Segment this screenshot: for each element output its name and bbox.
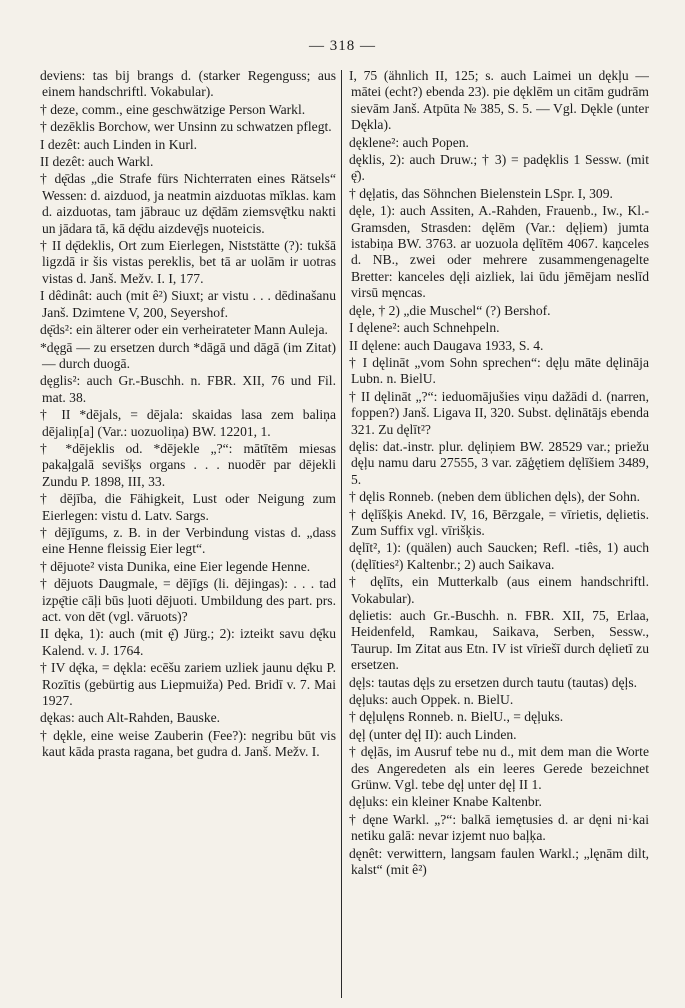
dictionary-entry: dęlis: dat.-instr. plur. dęliņiem BW. 28529 var.; priežu dęļu namu daru 27555, 3 var. zāģętiem dęlīšiem 3489, 5. xyxy=(349,438,649,487)
dictionary-entry: † dęļatis, das Söhnchen Bielenstein LSpr. I, 309. xyxy=(349,185,613,201)
dictionary-entry: † dę̄das „die Strafe fürs Nichterraten eines Rätsels“ Wessen: d. aizduod, ja neatmin aizduotas mīklas. kam d. aizduotas, tam jābrauc uz dę̄dām ziemsvę̄tku nakti un jādara tā, kā dę̄du aizdevę̄js nuoteicis. xyxy=(40,171,336,236)
dictionary-entry: I dęlene²: auch Schnehpeln. xyxy=(349,320,500,336)
dictionary-entry: † dējuote² vista Dunika, eine Eier legende Henne. xyxy=(40,558,311,574)
dictionary-entry: † dęlis Ronneb. (neben dem üblichen dęls), der Sohn. xyxy=(349,489,641,505)
dictionary-entry: dęlīt², 1): (quälen) auch Saucken; Refl. -tiês, 1) auch (dęlīties²) Kaltenbr.; 2) auch Saikava. xyxy=(349,540,649,572)
dictionary-entry: dęle, 1): auch Assiten, A.-Rahden, Frauenb., Iw., Kl.-Gramsden, Strasden: dęlēm (Var.: dęļiem) jumta istabiņa BW. 3763. ar uozuola dęlītēm 4067. kaņceles d. NB., zwei oder mehrere zusammengenagelte Bretter: kanceles dęļi aizliek, lai ūdu jēmējam neslīd virsū męncas. xyxy=(349,203,649,301)
dictionary-entry: dęļs: tautas dęļs zu ersetzen durch tautu (tautas) dęļs. xyxy=(349,674,638,690)
dictionary-entry: † dējība, die Fähigkeit, Lust oder Neigung zum Eierlegen: vistu d. Latv. Sargs. xyxy=(40,491,336,523)
dictionary-entry: † IV dę̄ka, = dękla: ecēšu zariem uzliek jaunu dę̄ku P. Rozītis (gebürtig aus Liepmuiža) Ped. Bridī v. 7. Mai 1927. xyxy=(40,660,336,709)
dictionary-entry: dę̄ds²: ein älterer oder ein verheirateter Mann Auleja. xyxy=(40,322,328,338)
dictionary-entry: dęnêt: verwittern, langsam faulen Warkl.; „lęnām dilt, kalst“ (mit ê²) xyxy=(349,845,649,878)
dictionary-entry: dęklis, 2): auch Druw.; † 3) = padęklis 1 Sessw. (mit ę̄). xyxy=(349,152,649,184)
dictionary-entry: II dęka, 1): auch (mit ę̄) Jürg.; 2): izteikt savu dę̄ku Kalend. v. J. 1764. xyxy=(40,626,336,658)
dictionary-entry: † *dējeklis od. *dējekle „?“: mātītēm miesas pakaļgalā sevišķs organs . . . nuodēr par dējekli Zundu P. 1898, III, 33. xyxy=(40,440,336,489)
dictionary-entry: † II dę̄deklis, Ort zum Eierlegen, Niststätte (?): tukšā ligzdā ir šis vistas pereklis, bet tā ar uolām ir uotras vistas d. Janš. Mežv. I. I, 177. xyxy=(40,238,336,286)
dictionary-entry: † dējīgums, z. B. in der Verbindung vistas d. „dass eine Henne fleissig Eier legt“. xyxy=(40,524,336,557)
dictionary-entry: dęklene²: auch Popen. xyxy=(349,134,469,150)
dictionary-entry: † dęļās, im Ausruf tebe nu d., mit dem man die Worte des Angeredeten als ein leeres Gerede bezeichnet Grünw. Vgl. tebe dęļ unter dęļ II 1. xyxy=(349,744,649,793)
dictionary-entry: dęglis²: auch Gr.-Buschh. n. FBR. XII, 76 und Fil. mat. 38. xyxy=(40,373,336,405)
dictionary-entry: dęle, † 2) „die Muschel“ (?) Bershof. xyxy=(349,302,551,318)
dictionary-entry: I dêdinât: auch (mit ê²) Siuxt; ar vistu . . . dēdinašanu Janš. Dzimtene V, 200, Seyershof. xyxy=(40,288,336,320)
dictionary-entry: dęļ (unter dęļ II): auch Linden. xyxy=(349,726,517,742)
dictionary-entry: † dējuots Daugmale, = dējīgs (li. dējingas): . . . tad izpę̄tie cāļi būs ļuoti dējuoti. Umbildung des part. prs. act. von dēt (vgl. vāruots)? xyxy=(40,576,336,624)
dictionary-entry: † II dęlināt „?“: ieduomājušies viņu dažādi d. (narren, foppen?) Janš. Ligava II, 320. Subst. dęlinātājs ebenda 321. Zu dęlīt²? xyxy=(349,388,649,437)
dictionary-entry: *dęgā — zu ersetzen durch *dāgā und dāgā (im Zitat) — durch duogā. xyxy=(40,339,336,371)
column-divider xyxy=(341,70,342,998)
dictionary-entry: II dezêt: auch Warkl. xyxy=(40,154,154,170)
dictionary-entry: I, 75 (ähnlich II, 125; s. auch Laimei un dękļu — mātei (echt?) ebenda 23). pie dęklēm un citām gudrām sievām Janš. Atpūta № 385, S. 5. — Vgl. Dękle (unter Dękla). xyxy=(349,68,649,133)
page-number: — 318 — xyxy=(309,38,376,54)
dictionary-entry: II dęlene: auch Daugava 1933, S. 4. xyxy=(349,337,544,353)
dictionary-entry: † II *dējals, = dējala: skaidas lasa zem baliņa dējaliņ[a] (Var.: uozuoliņa) BW. 12201, 1. xyxy=(40,407,336,439)
dictionary-entry: † dęne Warkl. „?“: balkā iemętusies d. ar dęni ni·kai netiku galā: nevar izjemt nuo baļķa. xyxy=(349,811,649,844)
dictionary-entry: dęļuks: auch Oppek. n. BielU. xyxy=(349,692,514,708)
dictionary-entry: deviens: tas bij brangs d. (starker Regenguss; aus einem handschriftl. Vokabular). xyxy=(40,68,336,100)
dictionary-entry: † dęlīšķis Anekd. IV, 16, Bērzgale, = vīrietis, dęlietis. Zum Suffix vgl. vīrišķis. xyxy=(349,506,649,538)
dictionary-entry: † dęlīts, ein Mutterkalb (aus einem handschriftl. Vokabular). xyxy=(349,574,649,606)
dictionary-entry: dękas: auch Alt-Rahden, Bauske. xyxy=(40,710,221,726)
dictionary-entry: † dezēklis Borchow, wer Unsinn zu schwatzen pflegt. xyxy=(40,119,332,135)
right-column xyxy=(349,68,649,998)
dictionary-entry: I dezêt: auch Linden in Kurl. xyxy=(40,136,198,152)
dictionary-entry: dęļuks: ein kleiner Knabe Kaltenbr. xyxy=(349,794,542,810)
dictionary-entry: dęlietis: auch Gr.-Buschh. n. FBR. XII, 75, Erlaa, Heidenfeld, Ramkau, Saikava, Serben, Sessw., Taurup. Im Zitat aus Etn. IV ist vīriešī durch dęlietī zu ersetzen. xyxy=(349,608,649,673)
dictionary-entry: † dękle, eine weise Zauberin (Fee?): negribu būt vis kaut kāda prasta ragana, bet gudra d. Janš. Mežv. I. xyxy=(40,727,336,760)
left-column xyxy=(40,68,336,998)
dictionary-entry: † dęļulęns Ronneb. n. BielU., = dęļuks. xyxy=(349,709,564,725)
dictionary-entry: † deze, comm., eine geschwätzige Person Warkl. xyxy=(40,101,306,117)
dictionary-entry: † I dęlināt „vom Sohn sprechen“: dęļu māte dęlināja Lubn. n. BielU. xyxy=(349,354,649,387)
